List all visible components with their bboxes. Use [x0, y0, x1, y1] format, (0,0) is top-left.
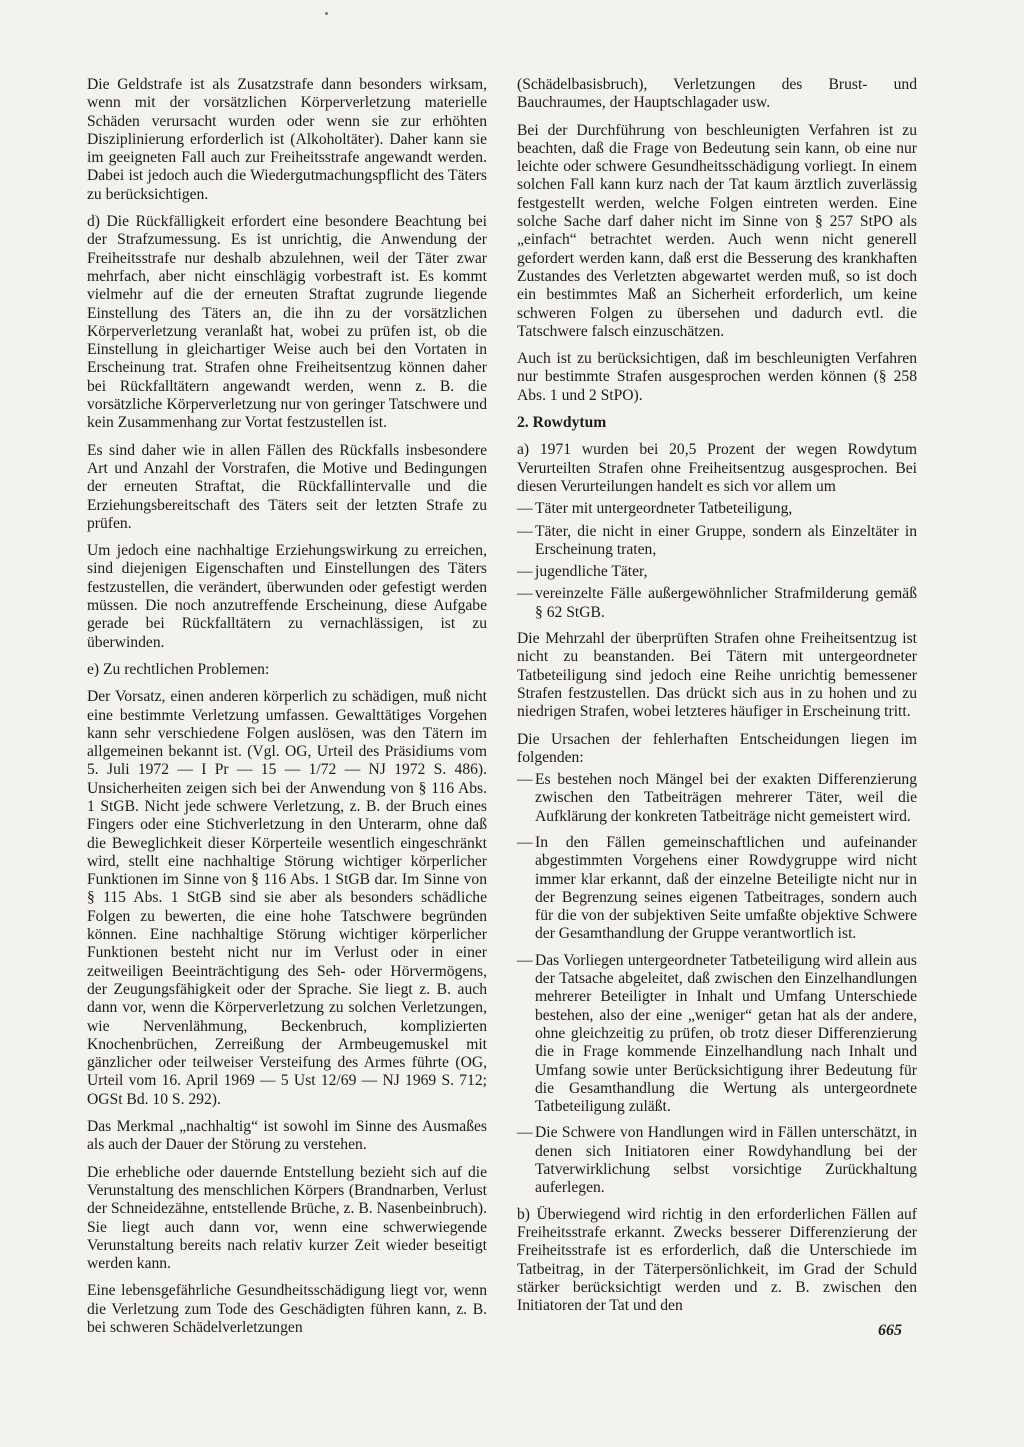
paragraph-rowdytum-1971: a) 1971 wurden bei 20,5 Prozent der wegen Rowdytum Verurteilten Strafen ohne Freiheitsentzug ausgesprochen. Bei diesen Verurteilungen handelt es sich vor allem um — [517, 441, 917, 495]
list-item: — Täter mit untergeordneter Tatbeteiligung, — [517, 500, 793, 518]
list-item: — vereinzelte Fälle außergewöhnlicher Strafmilderung gemäß § 62 StGB. — [517, 585, 917, 621]
paragraph-lebensgefaehrlich: Eine lebensgefährliche Gesundheitsschädigung liegt vor, wenn die Verletzung zum Tode des Geschädigten führen kann, z. B. bei schweren Schädelverletzungen — [87, 1282, 487, 1336]
paragraph-rueckfall-pruefung: Es sind daher wie in allen Fällen des Rückfalls insbesondere Art und Anzahl der Vorstrafen, die Motive und Bedingungen der erneuten Straftat, die Rückfallintervalle und die Erziehungsbereitschaft des Täters seit der letzten Strafe zu prüfen. — [87, 441, 487, 532]
paragraph-mehrzahl-strafen: Die Mehrzahl der überprüften Strafen ohne Freiheitsentzug ist nicht zu beanstanden. Bei Tätern mit untergeordneter Tatbeteiligung sind jedoch eine Reihe unrichtig bemessener Strafen festzustellen. Das drückt sich aus in zu hohen und zu niedrigen Strafen, wobei letzteres häufiger in Erscheinung tritt. — [517, 630, 917, 721]
left-column — [87, 76, 487, 1346]
dash-mark: — — [517, 951, 533, 969]
scan-speck — [325, 12, 328, 15]
paragraph-beschleunigte-verfahren: Bei der Durchführung von beschleunigten Verfahren ist zu beachten, daß die Frage von Bedeutung sein kann, ob eine nur leichte oder schwere Gesundheitsschädigung vorliegt. In einem solchen Fall kann kurz nach der Tat kaum ärztlich zuverlässig festgestellt werden, welche Folgen eintreten werden. Eine solche Sache darf daher nicht im Sinne von § 257 StPO als „einfach“ betrachtet werden. Auch wenn nicht generell gefordert werden kann, daß erst die Besserung des krankhaften Zustandes des Verletzten abgewartet werden muß, so ist doch ein bestimmtes Maß an Sicherheit erforderlich, um keine schweren Folgen zu übersehen und dadurch evtl. die Tatschwere falsch einzuschätzen. — [517, 121, 917, 340]
bullet-list-ursachen — [517, 771, 917, 1198]
paragraph-geldstrafe: Die Geldstrafe ist als Zusatzstrafe dann besonders wirksam, wenn mit der vorsätzlichen Körperverletzung materielle Schäden verursacht wurden oder wenn sie zur erhöhten Disziplinierung erforderlich ist (Alkoholtäter). Daher kann sie im geeigneten Fall auch zur Freiheitsstrafe angewandt werden. Dabei ist jedoch auch die Wiedergutmachungspflicht des Täters zu berücksichtigen. — [87, 76, 487, 203]
list-item: — Die Schwere von Handlungen wird in Fällen unterschätzt, in denen sich Initiatoren einer Rowdyhandlung bei der Tatverwirklichung selbst vorsichtige Zurückhaltung auferlegen. — [517, 1124, 917, 1197]
section-heading-rowdytum: 2. Rowdytum — [517, 414, 607, 432]
right-column — [517, 76, 917, 1324]
paragraph-nachhaltig: Das Merkmal „nachhaltig“ ist sowohl im Sinne des Ausmaßes als auch der Dauer der Störung zu verstehen. — [87, 1118, 487, 1154]
list-item: — Täter, die nicht in einer Gruppe, sondern als Einzeltäter in Erscheinung traten, — [517, 522, 917, 558]
list-item: — jugendliche Täter, — [517, 563, 648, 581]
subheading-rechtliche-probleme: e) Zu rechtlichen Problemen: — [87, 660, 270, 678]
dash-mark: — — [517, 522, 533, 540]
paragraph-entstellung: Die erhebliche oder dauernde Entstellung bezieht sich auf die Verunstaltung des menschlichen Körpers (Brandnarben, Verlust der Schneidezähne, entstellende Brüche, z. B. Nasenbeinbruch). Sie liegt auch dann vor, wenn eine schwerwiegende Verunstaltung bereits nach relativ kurzer Zeit wieder beseitigt werden kann. — [87, 1163, 487, 1273]
dash-mark: — — [517, 833, 533, 851]
list-item: — Das Vorliegen untergeordneter Tatbeteiligung wird allein aus der Tatsache abgeleitet, daß zwischen den Einzelhandlungen mehrerer Beteiligter in Inhalt und Umfang Unterschiede bestehen, also der eine „weniger“ getan hat als der andere, ohne gleichzeitig zu prüfen, ob trotz dieser Differenzierung die in Frage kommende Einzelhandlung nach Inhalt und Umfang sowie unter Berücksichtigung ihrer Bedeutung für die Gesamthandlung die Wertung als untergeordnete Tatbeteiligung zuläßt. — [517, 951, 917, 1116]
dash-mark: — — [517, 500, 533, 518]
page-number: 665 — [878, 1322, 902, 1339]
paragraph-schaedelbasisbruch: (Schädelbasisbruch), Verletzungen des Brust- und Bauchraumes, der Hauptschlagader usw. — [517, 76, 917, 112]
paragraph-erziehungswirkung: Um jedoch eine nachhaltige Erziehungswirkung zu erreichen, sind diejenigen Eigenschaften und Einstellungen des Täters festzustellen, die verändert, überwunden oder gefestigt werden müssen. Die noch anzutreffende Erscheinung, diese Aufgabe gerade bei Rückfalltätern zu vernachlässigen, ist zu überwinden. — [87, 542, 487, 651]
paragraph-strafen-stpo: Auch ist zu berücksichtigen, daß im beschleunigten Verfahren nur bestimmte Strafen ausgesprochen werden können (§ 258 Abs. 1 und 2 StPO). — [517, 350, 917, 404]
list-item: — Es bestehen noch Mängel bei der exakten Differenzierung zwischen den Tatbeiträgen mehrerer Täter, weil die Aufklärung der konkreten Tatbeiträge nicht gemeistert wird. — [517, 771, 917, 825]
bullet-list-taeter — [517, 500, 917, 622]
paragraph-freiheitsstrafe: b) Überwiegend wird richtig in den erforderlichen Fällen auf Freiheitsstrafe erkannt. Zwecks besserer Differenzierung der Freiheitsstrafe ist es erforderlich, daß die Unterschiede im Tatbeitrag, in der Täterpersönlichkeit, im Grad der Schuld stärker berücksichtigt werden und z. B. zwischen den Initiatoren der Tat und den — [517, 1205, 917, 1315]
dash-mark: — — [517, 1124, 533, 1142]
dash-mark: — — [517, 563, 533, 581]
paragraph-ursachen: Die Ursachen der fehlerhaften Entscheidungen liegen im folgenden: — [517, 730, 917, 766]
dash-mark: — — [517, 585, 533, 603]
list-item: — In den Fällen gemeinschaftlichen und aufeinander abgestimmten Vorgehens einer Rowdygruppe wird nicht immer klar erkannt, daß der einzelne Beteiligte nicht nur in der Begrenzung seines eigenen Tatbeitrages, sondern auch für die von der subjektiven Seite umfaßte objektive Schwere der Gesamthandlung der Gruppe verantwortlich ist. — [517, 833, 917, 943]
dash-mark: — — [517, 771, 533, 789]
paragraph-rueckfaelligkeit: d) Die Rückfälligkeit erfordert eine besondere Beachtung bei der Strafzumessung. Es ist unrichtig, die Anwendung der Freiheitsstrafe nur deshalb abzulehnen, weil der Täter zwar mehrfach, aber nicht einschlägig vorbestraft ist. Es kommt vielmehr auf die der erneuten Straftat zugrunde liegende Einstellung des Täters an, die ihn zu der vorsätzlichen Körperverletzung veranlaßt hat, wobei zu prüfen ist, ob die Einstellung in gleichartiger Weise auch bei den Vortaten in Erscheinung trat. Strafen ohne Freiheitsentzug können daher bei Rückfalltätern angewandt werden, wenn z. B. die vorsätzliche Körperverletzung nur von geringer Tatschwere und kein Zusammenhang zur Vortat festzustellen ist. — [87, 213, 487, 432]
paragraph-vorsatz: Der Vorsatz, einen anderen körperlich zu schädigen, muß nicht eine bestimmte Verletzung umfassen. Gewalttätiges Vorgehen kann sehr verschiedene Folgen auslösen, was den Tätern im allgemeinen bekannt ist. (Vgl. OG, Urteil des Präsidiums vom 5. Juli 1972 — I Pr — 15 — 1/72 — NJ 1972 S. 486). Unsicherheiten zeigen sich bei der Anwendung von § 116 Abs. 1 StGB. Nicht jede schwere Verletzung, z. B. der Bruch eines Fingers oder eine Stichverletzung in den Unterarm, ohne daß die Beweglichkeit dieser Körperteile wesentlich eingeschränkt wird, stellt eine nachhaltige Störung wichtiger körperlicher Funktionen im Sinne von § 116 Abs. 1 StGB dar. Im Sinne von § 115 Abs. 1 StGB sind sie aber als besonders schädliche Folgen zu bewerten, die eine hohe Tatschwere begründen können. Eine nachhaltige Störung wichtiger körperlicher Funktionen besteht nicht nur im Verlust oder in einer zeitweiligen Beeinträchtigung des Seh- oder Hörvermögens, der Zeugungsfähigkeit oder der Sprache. Sie liegt z. B. auch dann vor, wenn die Körperverletzung zu solchen Verletzungen, wie Nervenlähmung, Beckenbruch, komplizierten Knochenbrüchen, Zerreißung der Armbeugemuskel mit gänzlicher oder teilweiser Versteifung des Armes führte (OG, Urteil vom 16. April 1969 — 5 Ust 12/69 — NJ 1969 S. 712; OGSt Bd. 10 S. 292). — [87, 688, 487, 1108]
